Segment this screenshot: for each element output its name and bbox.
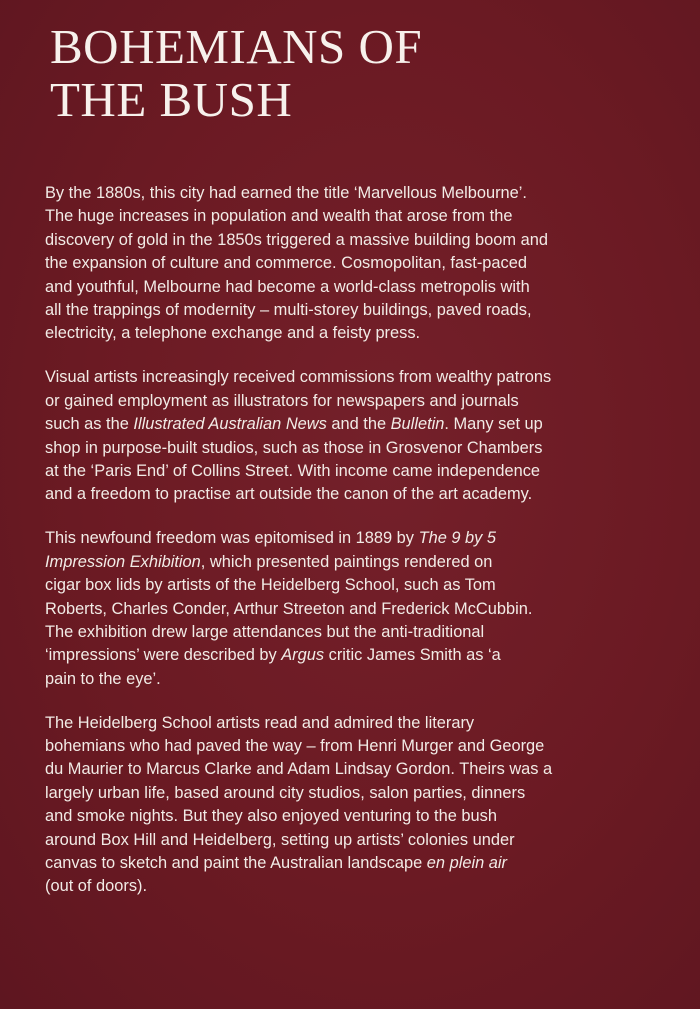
paragraph-line <box>45 875 695 898</box>
paragraph-line <box>45 205 695 228</box>
text-run: canvas to sketch and paint the Australian landscape <box>45 854 427 873</box>
paragraph-line <box>45 460 695 483</box>
paragraph-line <box>45 276 695 299</box>
text-run: The Heidelberg School artists read and admired the literary <box>45 713 475 732</box>
text-run: and a freedom to practise art outside the canon of the art academy. <box>45 485 533 504</box>
paragraph-1 <box>45 182 695 346</box>
paragraph-line <box>45 782 695 805</box>
paragraph-line <box>45 437 695 460</box>
italic-text: en plein air <box>426 854 507 873</box>
text-run: electricity, a telephone exchange and a feisty press. <box>45 324 421 343</box>
text-run: . Many set up <box>444 415 543 434</box>
italic-text: Argus <box>281 646 325 665</box>
panel-title <box>50 20 422 126</box>
text-run: ‘impressions’ were described by <box>45 646 282 665</box>
paragraph-line <box>45 527 695 550</box>
text-run: By the 1880s, this city had earned the title ‘Marvellous Melbourne’. <box>45 184 527 202</box>
text-run: This newfound freedom was epitomised in 1889 by <box>45 529 419 548</box>
panel-title-line-1: BOHEMIANS OF <box>50 19 423 74</box>
paragraph-line <box>45 852 695 875</box>
paragraph-line <box>45 182 695 205</box>
italic-text: Bulletin <box>390 415 445 434</box>
paragraph-line <box>45 805 695 828</box>
text-run: largely urban life, based around city studios, salon parties, dinners <box>45 783 526 802</box>
paragraph-line <box>45 229 695 252</box>
text-run: bohemians who had paved the way – from Henri Murger and George <box>45 737 545 756</box>
paragraph-line <box>45 252 695 275</box>
paragraph-3 <box>45 527 695 691</box>
paragraph-line <box>45 551 695 574</box>
italic-text: The 9 by 5 <box>418 529 497 548</box>
text-run: at the ‘Paris End’ of Collins Street. With income came independence <box>45 461 541 480</box>
paragraph-line <box>45 483 695 506</box>
italic-text: Illustrated Australian News <box>133 415 327 434</box>
paragraph-line <box>45 829 695 852</box>
paragraph-line <box>45 758 695 781</box>
paragraph-line <box>45 735 695 758</box>
text-run: or gained employment as illustrators for newspapers and journals <box>45 391 519 410</box>
text-run: (out of doors). <box>45 877 148 896</box>
paragraph-line <box>45 390 695 413</box>
text-run: around Box Hill and Heidelberg, setting up artists’ colonies under <box>45 830 515 849</box>
text-run: all the trappings of modernity – multi-storey buildings, paved roads, <box>45 301 532 320</box>
paragraph-4 <box>45 712 695 899</box>
paragraph-line <box>45 621 695 644</box>
paragraph-line <box>45 299 695 322</box>
text-run: Roberts, Charles Conder, Arthur Streeton and Frederick McCubbin. <box>45 599 533 618</box>
text-run: Visual artists increasingly received commissions from wealthy patrons <box>45 368 552 387</box>
paragraph-line <box>45 413 695 436</box>
text-run: The huge increases in population and wealth that arose from the <box>45 207 513 226</box>
text-run: and the <box>326 415 391 434</box>
paragraph-line <box>45 322 695 345</box>
paragraph-line <box>45 598 695 621</box>
paragraph-line <box>45 644 695 667</box>
italic-text: Impression Exhibition <box>45 552 201 571</box>
text-run: the expansion of culture and commerce. Cosmopolitan, fast-paced <box>45 254 527 273</box>
text-run: and smoke nights. But they also enjoyed venturing to the bush <box>45 807 497 826</box>
paragraph-line <box>45 574 695 597</box>
text-run: cigar box lids by artists of the Heidelberg School, such as Tom <box>45 576 496 595</box>
text-run: discovery of gold in the 1850s triggered a massive building boom and <box>45 230 548 249</box>
paragraph-line <box>45 366 695 389</box>
panel-title-line-2: THE BUSH <box>50 72 293 127</box>
text-run: The exhibition drew large attendances but the anti-traditional <box>45 622 485 641</box>
text-run: , which presented paintings rendered on <box>200 552 493 571</box>
paragraph-line <box>45 712 695 735</box>
text-run: and youthful, Melbourne had become a world-class metropolis with <box>45 277 530 296</box>
paragraph-line <box>45 668 695 691</box>
text-run: such as the <box>45 415 134 434</box>
paragraph-2 <box>45 366 695 506</box>
text-run: du Maurier to Marcus Clarke and Adam Lindsay Gordon. Theirs was a <box>45 760 553 779</box>
text-run: critic James Smith as ‘a <box>324 646 501 665</box>
text-run: pain to the eye’. <box>45 669 161 688</box>
panel-body <box>45 182 695 919</box>
text-run: shop in purpose-built studios, such as those in Grosvenor Chambers <box>45 438 543 457</box>
